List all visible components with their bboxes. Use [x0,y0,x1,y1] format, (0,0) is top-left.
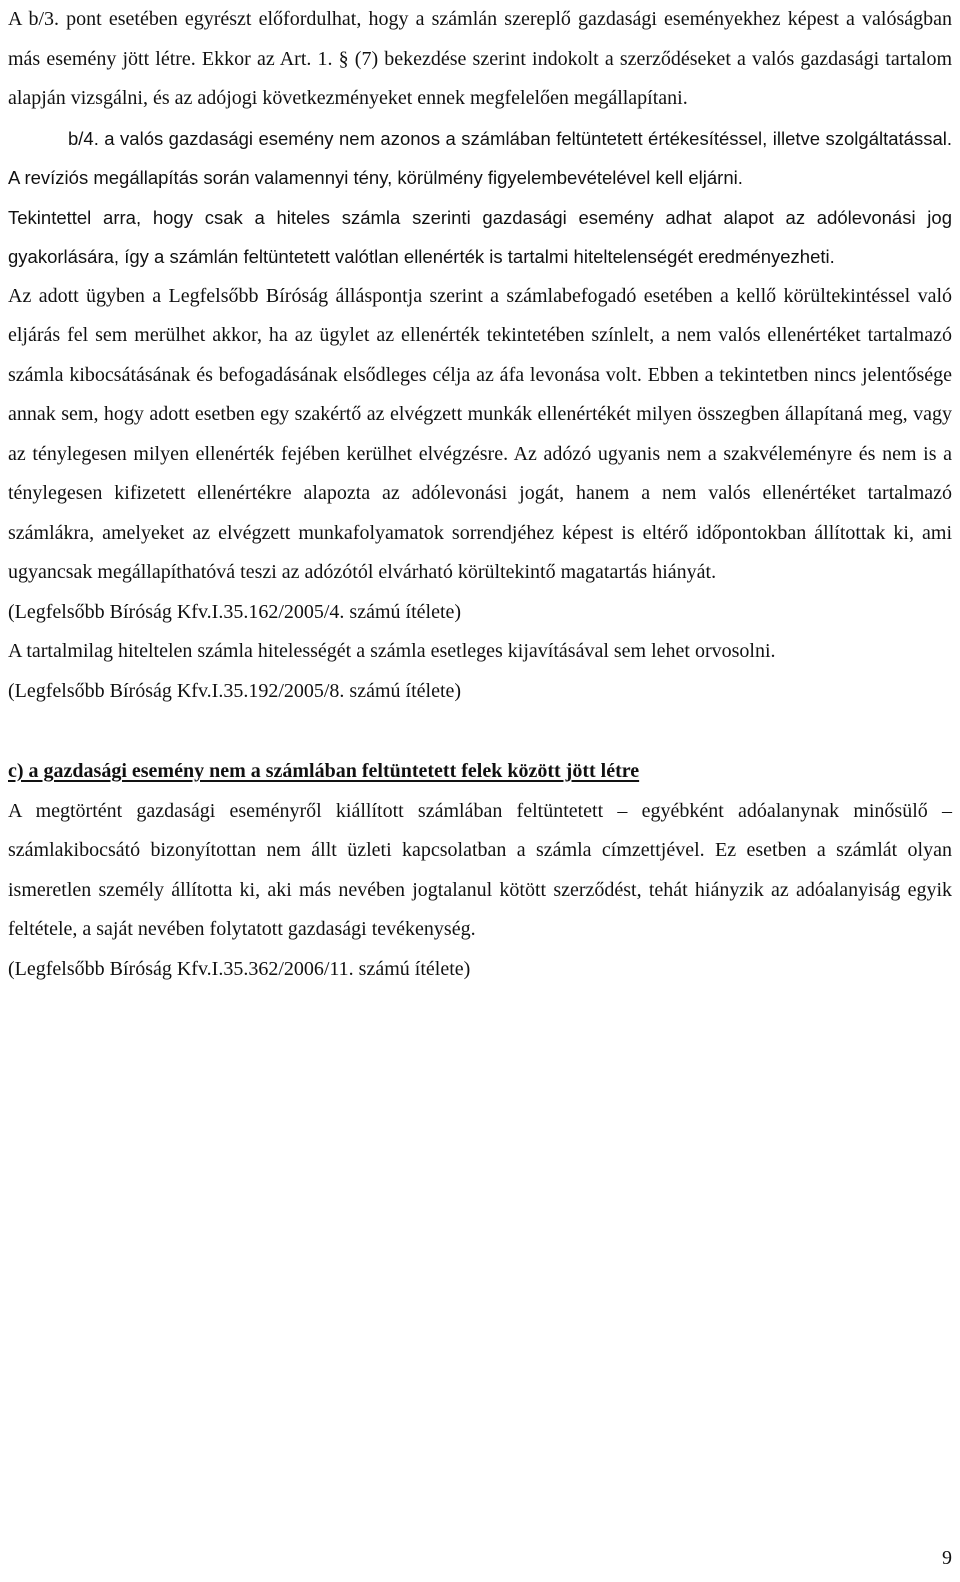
paragraph-b3: A b/3. pont esetében egyrészt előfordulhat, hogy a számlán szereplő gazdasági eseményekhez képest a valóságban más esemény jött létre. Ekkor az Art. 1. § (7) bekezdése szerint indokolt a szerződéseket a valós gazdasági tartalom alapján vizsgálni, és az adójogi következményeket ennek megfelelően megállapítani. [8,8,952,109]
paragraph-megtortent-esemeny: A megtörtént gazdasági eseményről kiállított számlában feltüntetett – egyébként adóalanynak minősülő – számlakibocsátó bizonyítottan nem állt üzleti kapcsolatban a számla címzettjével. Ez esetben a számlát olyan ismeretlen személy állította ki, aki más nevében jogtalanul kötött szerződést, tehát hiányzik az adóalanyiság egyik feltétele, a saját nevében folytatott gazdasági tevékenység. [8,799,952,940]
court-reference-3: (Legfelsőbb Bíróság Kfv.I.35.362/2006/11. számú ítélete) [8,957,471,980]
page-number: 9 [942,1547,952,1569]
document-page [8,0,952,989]
paragraph-tekintettel: Tekintettel arra, hogy csak a hiteles számla szerinti gazdasági esemény adhat alapot az adólevonási jog gyakorlására, így a számlán feltüntetett valótlan ellenérték is tartalmi hiteltelenségét eredményezheti. [8,206,952,267]
paragraph-b4: b/4. a valós gazdasági esemény nem azonos a számlában feltüntetett értékesítéssel, illetve szolgáltatással. A revíziós megállapítás során valamennyi tény, körülmény figyelembevételével kell eljárni. [8,127,952,188]
paragraph-hiteltelen-szamla: A tartalmilag hiteltelen számla hitelességét a számla esetleges kijavításával sem lehet orvosolni. [8,640,776,662]
section-heading-c: c) a gazdasági esemény nem a számlában feltüntetett felek között jött létre [8,760,640,782]
court-reference-2: (Legfelsőbb Bíróság Kfv.I.35.192/2005/8. számú ítélete) [8,679,462,702]
court-reference-1: (Legfelsőbb Bíróság Kfv.I.35.162/2005/4. számú ítélete) [8,600,462,623]
paragraph-legfelsobb-birosag: Az adott ügyben a Legfelsőbb Bíróság álláspontja szerint a számlabefogadó esetében a kellő körültekintéssel való eljárás fel sem merülhet akkor, ha az ügylet az ellenérték tekintetében színlelt, a nem valós ellenértéket tartalmazó számla kibocsátásának és befogadásának elsődleges célja az áfa levonása volt. Ebben a tekintetben nincs jelentősége annak sem, hogy adott esetben egy szakértő az elvégzett munkák ellenértékét milyen összegben állapítaná meg, vagy az ténylegesen milyen ellenérték fejében kerülhet elvégzésre. Az adózó ugyanis nem a szakvéleményre és nem is a ténylegesen kifizetett ellenértékre alapozta az adólevonási jogát, hanem a nem valós ellenértéket tartalmazó számlákra, amelyeket az elvégzett munkafolyamatok sorrendjéhez képest is eltérő időpontokban állítottak ki, ami ugyancsak megállapíthatóvá teszi az adózótól elvárható körültekintő magatartás hiányát. [8,284,952,583]
